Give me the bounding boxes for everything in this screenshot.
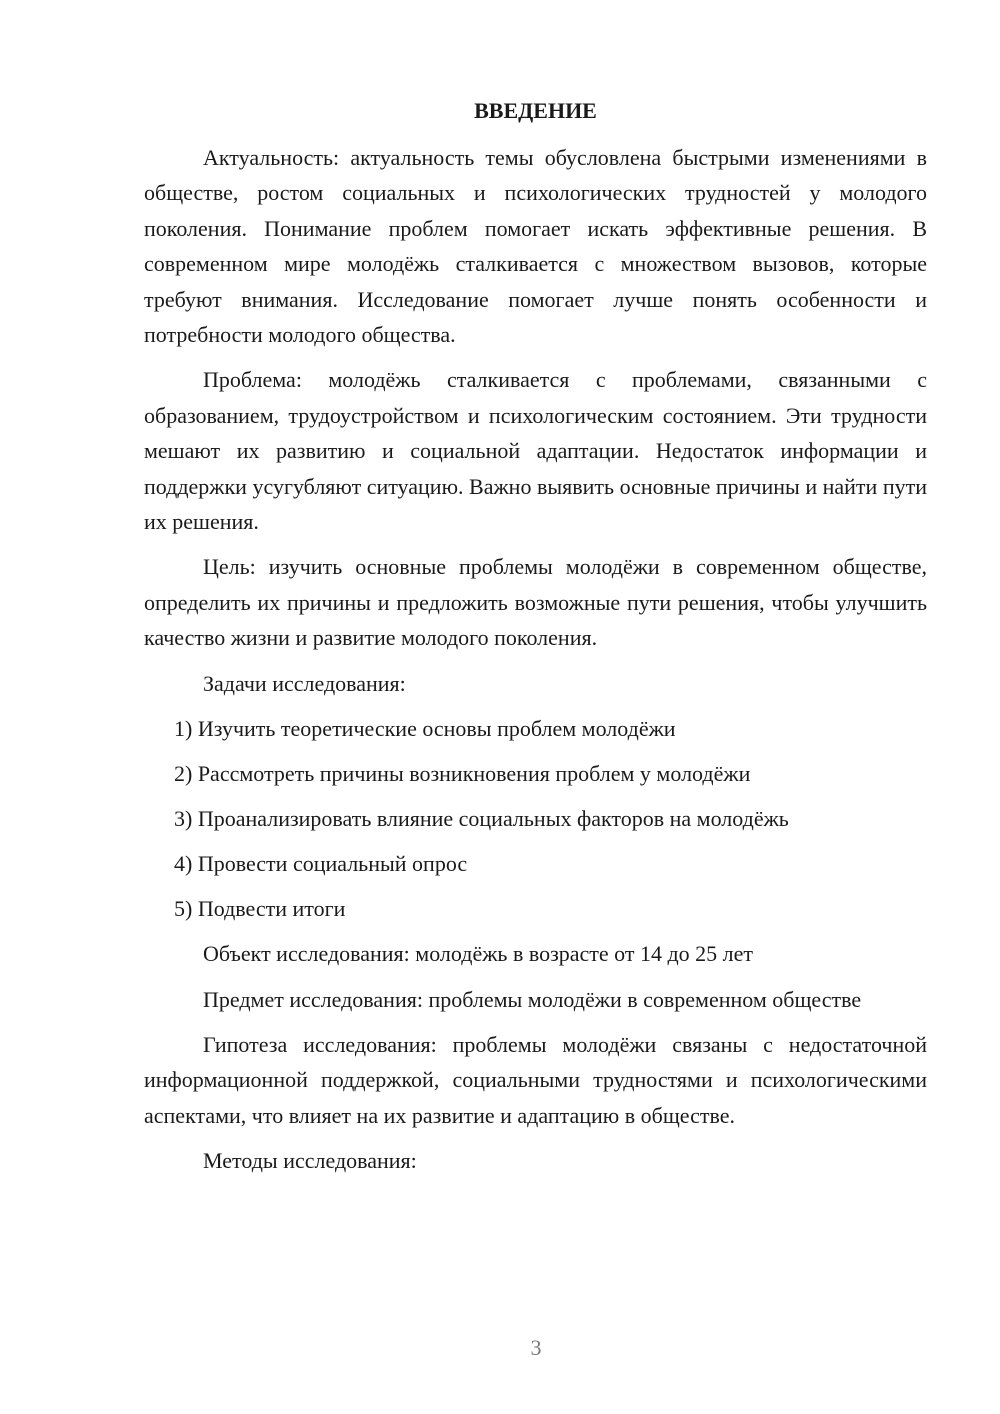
task-item-4: 4) Провести социальный опрос [174,851,468,877]
tasks-heading: Задачи исследования: [203,670,406,696]
research-subject: Предмет исследования: проблемы молодёжи в современном обществе [203,986,862,1012]
task-item-5: 5) Подвести итоги [174,896,346,922]
relevance-paragraph: Актуальность: актуальность темы обусловлена быстрыми изменениями в обществе, ростом социальных и психологических трудностей у молодого поколения. Понимание проблем помогает искать эффективные решения. В современном мире молодёжь сталкивается с множеством вызовов, которые требуют внимания. Исследование помогает лучше понять особенности и потребности молодого общества. [144,145,927,348]
tasks-list [144,711,927,926]
task-item-2: 2) Рассмотреть причины возникновения проблем у молодёжи [174,761,751,787]
goal-paragraph: Цель: изучить основные проблемы молодёжи в современном обществе, определить их причины и предложить возможные пути решения, чтобы улучшить качество жизни и развитие молодого поколения. [144,554,927,651]
methods-heading: Методы исследования: [203,1148,417,1174]
problem-paragraph: Проблема: молодёжь сталкивается с проблемами, связанными с образованием, трудоустройством и психологическим состоянием. Эти трудности мешают их развитию и социальной адаптации. Недостаток информации и поддержки усугубляют ситуацию. Важно выявить основные причины и найти пути их решения. [144,367,927,535]
page-number: 3 [530,1335,542,1360]
task-item-3: 3) Проанализировать влияние социальных факторов на молодёжь [174,806,789,832]
research-object: Объект исследования: молодёжь в возрасте от 14 до 25 лет [203,941,754,967]
page-content [144,94,927,1189]
section-title: ВВЕДЕНИЕ [474,98,597,123]
task-item-1: 1) Изучить теоретические основы проблем молодёжи [174,716,676,742]
research-hypothesis: Гипотеза исследования: проблемы молодёжи связаны с недостаточной информационной поддержкой, социальными трудностями и психологическими аспектами, что влияет на их развитие и адаптацию в обществе. [144,1031,927,1128]
